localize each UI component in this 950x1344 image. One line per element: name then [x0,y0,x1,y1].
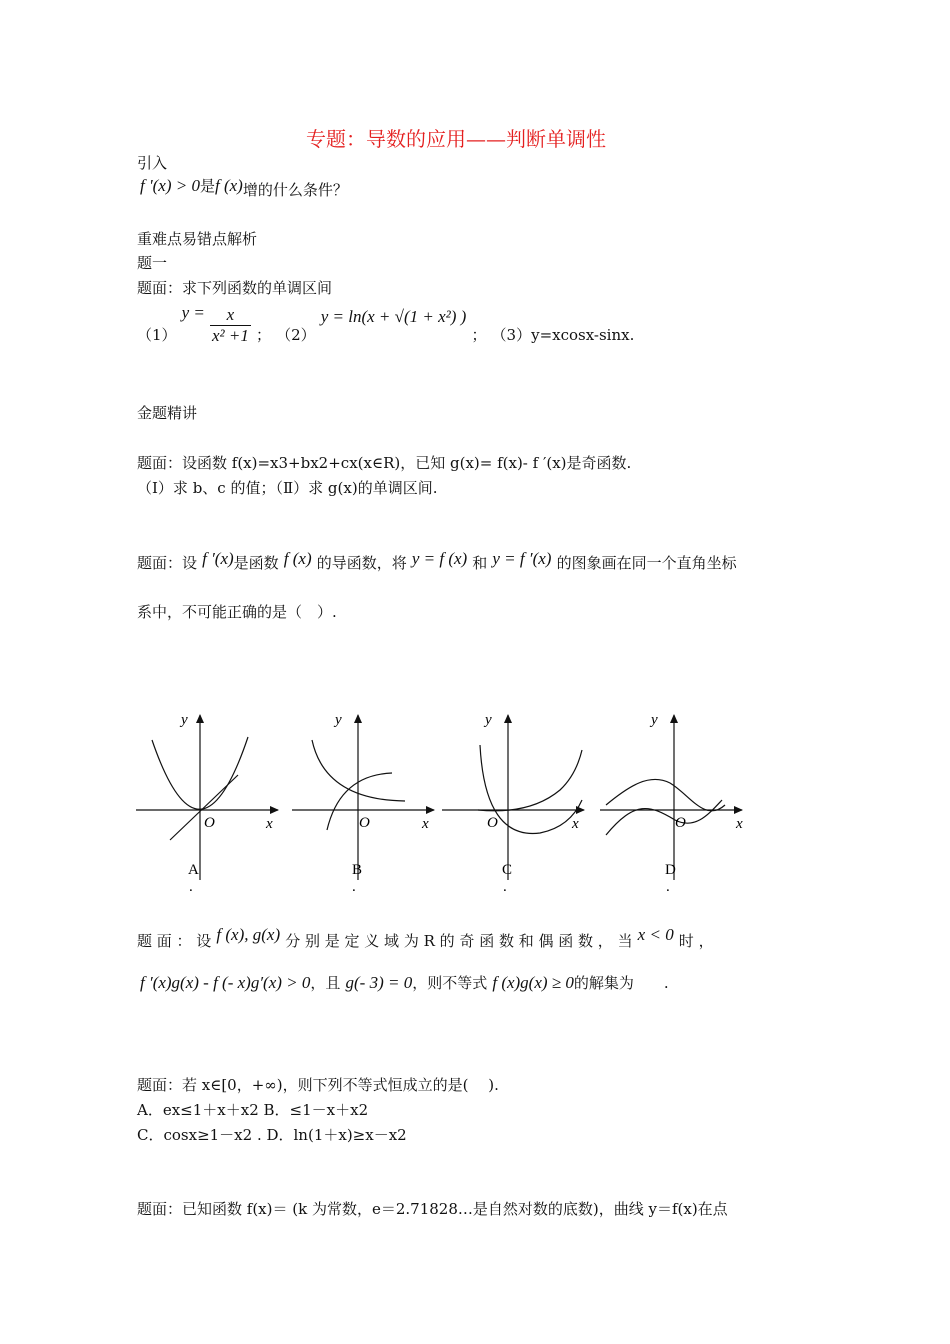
graph-a [136,712,278,895]
intro-heading: 引入 [137,154,168,172]
p4-m1: f (x), g(x) [216,925,281,944]
graph-d-dot: . [666,879,670,895]
problem3-line2: 系中，不可能正确的是（ ）. [137,603,337,621]
intro-text: 增的什么条件？ [242,181,348,199]
graph-a-origin: O [204,815,215,831]
section-gold: 金题精讲 [137,404,198,422]
intro-line [140,175,348,199]
p4-m5: f (x)g(x) ≥ 0 [492,973,574,992]
p1-label: （1） [137,326,177,344]
graph-c-origin: O [487,815,498,831]
p3-t4: 的图象画在同一个直角坐标 [556,554,737,572]
graph-c-curve-1 [478,750,582,811]
problem1-label: 题一 [137,254,168,272]
graph-b-option: B [352,862,363,878]
p4-t4: ，则不等式 [412,974,488,992]
graph-b-x-label: x [422,816,429,832]
p1-denominator: x² +1 [212,326,249,345]
graph-a-dot: . [189,879,193,895]
graph-d-origin: O [675,815,686,831]
p3-m1: f ′(x) [202,549,234,568]
graph-a-option: A [188,862,199,878]
section-difficult: 重难点易错点解析 [137,230,258,248]
problem5-stem: 题面：若 x∈[0，+∞)，则下列不等式恒成立的是( ). [137,1076,499,1094]
graph-b-y-label: y [335,712,342,728]
graph-c-dot: . [503,879,507,895]
problem1-stem: 题面：求下列函数的单调区间 [137,279,333,297]
graphs-figure [130,705,760,895]
p1-fraction [210,305,251,346]
p4-t3: ，且 [310,974,341,992]
graph-c-x-label: x [572,816,579,832]
graph-c [442,712,584,895]
problem4-line1 [137,925,714,951]
intro-connector: 是 [199,177,215,195]
graph-c-option: C [502,862,513,878]
graph-d-x-label: x [736,816,743,832]
graph-a-x-label: x [266,816,273,832]
problem5-options-ab: A．ex≤1＋x＋x2 B．≤1－x＋x2 [137,1101,369,1119]
graph-d-option: D [665,862,676,878]
problem6-stem: 题面：已知函数 f(x)＝ (k 为常数，e＝2.71828…是自然对数的底数)，曲线 y＝f(x)在点 [137,1200,728,1218]
graph-d-curve-1 [606,779,725,810]
p4-pre: 题 面 ： 设 [137,932,212,950]
p3-expr: （3）y=xcosx-sinx. [491,326,635,344]
p2-sep: ； [471,326,487,344]
problem2-line2: （Ⅰ）求 b、c 的值；（Ⅱ）求 g(x)的单调区间. [137,479,438,497]
graph-d-curve-2 [606,800,722,835]
problem5-options-cd: C．cosx≥1－x2 . D．ln(1＋x)≥x－x2 [137,1126,407,1144]
p4-m2: x < 0 [637,925,674,944]
p1-sep: ； [255,326,271,344]
p4-m3: f ′(x)g(x) - f (- x)g′(x) > 0 [140,973,311,992]
p4-t1: 分 别 是 定 义 域 为 R 的 奇 函 数 和 偶 函 数 ， 当 [285,932,633,950]
graph-b [292,712,434,895]
p2-expr: y = ln(x + √(1 + x²) ) [320,307,467,326]
graph-b-origin: O [359,815,370,831]
problem3-line1 [137,549,737,573]
problem2-line1: 题面：设函数 f(x)=x3+bx2+cx(x∈R)，已知 g(x)= f(x)- f ′(x)是奇函数. [137,454,632,472]
graph-b-dot: . [352,879,356,895]
graph-c-y-label: y [485,712,492,728]
intro-math-2: f (x) [214,176,243,195]
p3-m2: f (x) [283,549,312,568]
p3-m4: y = f ′(x) [492,549,552,568]
p3-m3: y = f (x) [411,549,468,568]
p4-t2: 时 ， [678,932,714,950]
p2-label: （2） [276,326,316,344]
p3-t3: 和 [472,554,488,572]
p1-lhs: y = [181,303,205,322]
page-title: 专题：导数的应用——判断单调性 [306,127,606,151]
graph-a-y-label: y [181,712,188,728]
graph-d [600,712,743,895]
problem4-line2 [140,972,669,993]
p1-numerator: x [210,305,251,326]
problem1-items [137,303,634,346]
graph-d-y-label: y [651,712,658,728]
p3-t2: 的导函数，将 [316,554,407,572]
intro-math-1: f '(x) > 0 [140,176,200,195]
p3-t1: 是函数 [233,554,279,572]
p4-t5: 的解集为 . [573,974,669,992]
p3-pre: 题面：设 [137,554,198,572]
p4-m4: g(- 3) = 0 [345,973,413,992]
